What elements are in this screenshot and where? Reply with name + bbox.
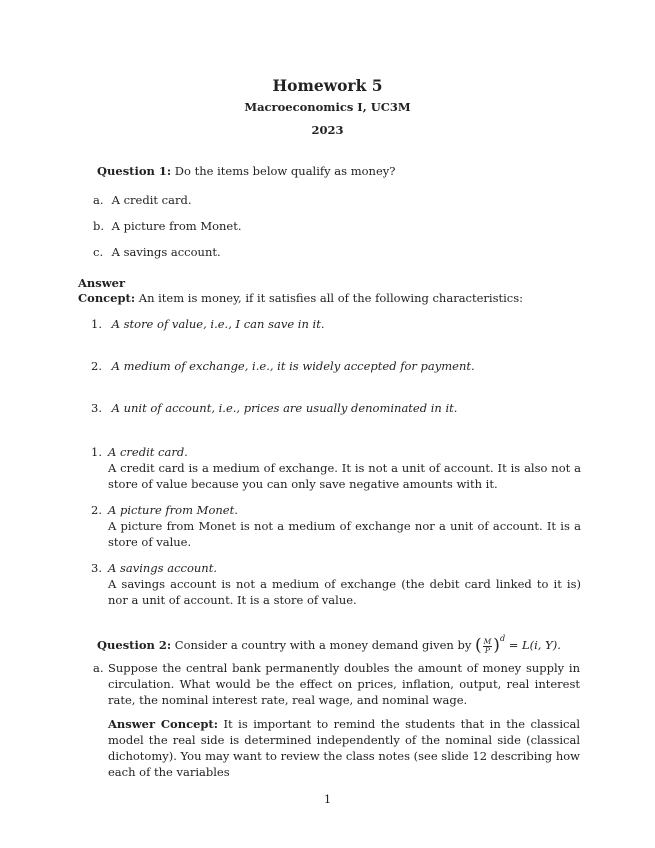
item-marker: a. (93, 661, 104, 675)
answer-text: A credit card is a medium of exchange. It is not a unit of account. It is also not a store of value because you can only save negative amounts with it. (108, 461, 581, 491)
formula-numerator: M (483, 636, 492, 646)
item-marker: a. (93, 193, 104, 207)
item-text: A unit of account, i.e., prices are usually denominated in it. (111, 401, 458, 415)
list-item (93, 245, 242, 271)
document-title: Homework 5 (272, 76, 383, 95)
list-item (91, 401, 475, 443)
item-marker: 2. (91, 359, 102, 373)
question-2-label: Question 2: (97, 638, 172, 652)
item-marker: 1. (91, 445, 102, 459)
question-2-prompt (97, 631, 561, 655)
question-1-prompt (97, 164, 395, 179)
part-a-text: Suppose the central bank permanently doubles the amount of money supply in circulation. What would be the effect on prices, inflation, output, real interest rate, the nominal interest rate, real wage, and nominal wage. (108, 661, 580, 707)
answer-concept-text: It is important to remind the students that in the classical model the real side is determined independently of the nominal side (classical dichotomy). You may want to review the class notes (see slide 12 describing how each of the variables (108, 717, 580, 779)
item-marker: 3. (91, 561, 102, 575)
concept-label: Concept: (78, 291, 136, 305)
list-item (91, 359, 475, 401)
page-number: 1 (323, 792, 332, 806)
formula-denominator: P (484, 645, 490, 655)
answer-concept-label: Answer Concept: (108, 717, 218, 731)
question-2-part-a (93, 660, 580, 788)
document-year: 2023 (311, 123, 344, 137)
list-item (91, 502, 581, 550)
money-demand-formula (474, 634, 561, 656)
answer-title: A credit card. (108, 445, 188, 459)
question-2-text: Consider a country with a money demand given by (174, 638, 472, 652)
item-marker: 3. (91, 401, 102, 415)
formula-close-paren: ) (493, 635, 500, 656)
item-text: A store of value, i.e., I can save in it. (111, 317, 325, 331)
answer-title: A picture from Monet. (108, 503, 238, 517)
formula-open-paren: ( (474, 635, 482, 656)
list-item (91, 444, 581, 492)
item-marker: b. (93, 219, 105, 233)
question-1-items (93, 193, 242, 271)
item-text: A savings account. (111, 245, 221, 259)
item-text: A credit card. (111, 193, 192, 207)
item-marker: 2. (91, 503, 102, 517)
answer-title: A savings account. (108, 561, 217, 575)
list-item (93, 219, 242, 245)
concept-line (78, 291, 523, 306)
item-text: A picture from Monet. (111, 219, 242, 233)
concept-text: An item is money, if it satisfies all of the following characteristics: (138, 291, 524, 305)
formula-superscript: d (499, 634, 506, 643)
list-item (93, 193, 242, 219)
item-marker: 1. (91, 317, 102, 331)
question-1-label: Question 1: (97, 164, 172, 178)
list-item (91, 317, 475, 359)
list-item (91, 560, 581, 608)
item-text: A medium of exchange, i.e., it is widely accepted for payment. (111, 359, 475, 373)
answers-list (91, 444, 581, 618)
characteristics-list (91, 317, 475, 443)
document-subtitle: Macroeconomics I, UC3M (244, 100, 411, 114)
formula-rhs: = L(i, Y). (508, 638, 561, 652)
formula-fraction (483, 638, 493, 655)
part-a-answer (108, 716, 580, 780)
answer-text: A savings account is not a medium of exchange (the debit card linked to it is) nor a unit of account. It is a store of value. (108, 577, 581, 607)
answer-heading: Answer (78, 276, 126, 290)
question-1-text: Do the items below qualify as money? (174, 164, 396, 178)
item-marker: c. (93, 245, 104, 259)
answer-text: A picture from Monet is not a medium of exchange nor a unit of account. It is a store of value. (108, 519, 581, 549)
